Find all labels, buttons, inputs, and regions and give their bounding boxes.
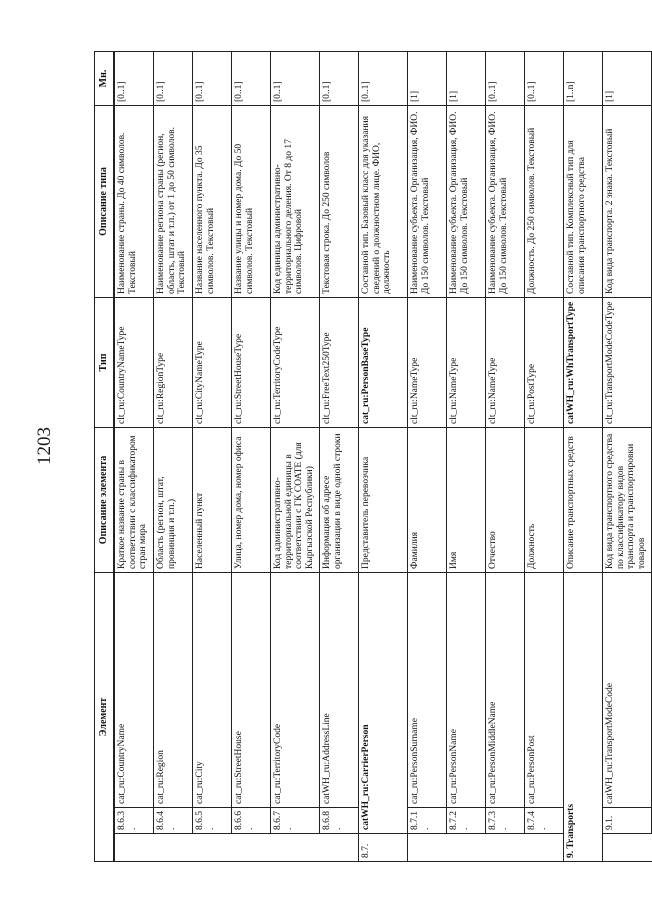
header-element: Элемент <box>95 572 115 861</box>
header-type: Тип <box>95 297 115 427</box>
table-row-section <box>564 51 603 861</box>
row-number: 8.7.1. <box>408 808 447 834</box>
row-number: 8.6.3. <box>114 808 154 834</box>
row-number: 9. <box>566 850 576 858</box>
page-number: 1203 <box>34 427 55 465</box>
row-type-description: Текстовая строка. До 250 символов <box>320 105 359 297</box>
row-type: clt_ru:PostType <box>525 297 564 427</box>
row-type: clt_ru:NameType <box>408 297 447 427</box>
row-type-description: Код единицы административно-территориального деления. От 8 до 17 символов. Цифровой <box>271 105 320 297</box>
row-number: 8.7.4. <box>525 808 564 834</box>
table-row <box>525 51 564 861</box>
row-multiplicity: [1..n] <box>564 51 603 105</box>
table-row <box>114 51 154 861</box>
table-header-row <box>95 51 115 861</box>
row-type-description: Должность. До 250 символов. Текстовый <box>525 105 564 297</box>
row-description: Фамилия <box>408 427 447 572</box>
row-type-description: Код вида транспорта. 2 знака. Текстовый <box>603 105 652 297</box>
row-description: Описание транспортных средств <box>564 427 603 572</box>
row-element: cat_ru:City <box>193 572 232 807</box>
row-number: 8.6.5. <box>193 808 232 834</box>
row-type-description: Составной тип. Комплексный тип для описания транспортного средства <box>564 105 603 297</box>
row-multiplicity: [0..1] <box>232 51 271 105</box>
row-element: cat_ru:StreetHouse <box>232 572 271 807</box>
row-type: clt_ru:CityNameType <box>193 297 232 427</box>
indent-cell <box>603 834 652 862</box>
row-multiplicity: [1] <box>447 51 486 105</box>
table-row <box>193 51 232 861</box>
row-description: Населенный пункт <box>193 427 232 572</box>
row-description: Область (регион, штат, провинция и т.п.) <box>154 427 193 572</box>
indent-cell <box>193 834 232 862</box>
schema-table <box>94 51 652 862</box>
row-multiplicity: [0..1] <box>154 51 193 105</box>
table-row <box>320 51 359 861</box>
row-type: clt_ru:TransportModeCodeType <box>603 297 652 427</box>
row-element: cat_ru:PersonName <box>447 572 486 807</box>
indent-cell <box>154 834 193 862</box>
row-element-name: Transports <box>566 803 576 849</box>
table-row <box>232 51 271 861</box>
table-row <box>271 51 320 861</box>
header-multiplicity: Мн. <box>95 51 115 105</box>
row-number: 8.7. <box>359 834 408 862</box>
row-type-description: Название улицы и номер дома. До 50 символов. Текстовый <box>232 105 271 297</box>
indent-cell <box>114 834 154 862</box>
row-type-description: Наименование субъекта. Организация, ФИО. До 150 символов. Текстовый <box>486 105 525 297</box>
row-type-description: Наименование субъекта. Организация, ФИО. До 150 символов. Текстовый <box>408 105 447 297</box>
row-description: Код вида транспортного средства по классификатору видов транспорта и транспортировки товаров <box>603 427 652 572</box>
row-number: 8.6.8. <box>320 808 359 834</box>
indent-cell <box>525 834 564 862</box>
row-type-description: Название населенного пункта. До 35 символов. Текстовый <box>193 105 232 297</box>
indent-cell <box>271 834 320 862</box>
table-row <box>447 51 486 861</box>
row-number: 8.7.2. <box>447 808 486 834</box>
row-element: catWH_ru:CarrierPerson <box>359 572 408 833</box>
table-row <box>408 51 447 861</box>
row-description: Должность <box>525 427 564 572</box>
row-multiplicity: [0..1] <box>271 51 320 105</box>
row-element: cat_ru:CountryName <box>114 572 154 807</box>
row-type: clt_ru:TerritoryCodeType <box>271 297 320 427</box>
indent-cell <box>447 834 486 862</box>
rotated-table-container <box>94 52 647 862</box>
row-type: cat_ru:PersonBaseType <box>359 297 408 427</box>
row-number: 8.7.3. <box>486 808 525 834</box>
row-element: cat_ru:Region <box>154 572 193 807</box>
row-multiplicity: [0..1] <box>486 51 525 105</box>
row-type-description: Наименование региона страны (регион, область, штат и т.п.) от 1 до 50 символов. Текстовый <box>154 105 193 297</box>
row-multiplicity: [0..1] <box>193 51 232 105</box>
row-type: clt_ru:CountryNameType <box>114 297 154 427</box>
row-element: catWH_ru:AddressLine <box>320 572 359 807</box>
row-number: 8.6.6. <box>232 808 271 834</box>
row-multiplicity: [1] <box>408 51 447 105</box>
row-multiplicity: [0..1] <box>525 51 564 105</box>
row-description: Краткое название страны в соответствии с классификатором стран мира <box>114 427 154 572</box>
row-type-description: Наименование страны. До 40 символов. Текстовый <box>114 105 154 297</box>
row-number: 9.1. <box>603 808 652 834</box>
row-number: 8.6.4. <box>154 808 193 834</box>
row-element <box>564 572 603 861</box>
row-description: Имя <box>447 427 486 572</box>
table-row <box>486 51 525 861</box>
row-description: Информация об адресе организации в виде одной строки <box>320 427 359 572</box>
indent-cell <box>320 834 359 862</box>
row-element: cat_ru:PersonMiddleName <box>486 572 525 807</box>
header-description: Описание элемента <box>95 427 115 572</box>
row-description: Представитель перевозчика <box>359 427 408 572</box>
row-element: catWH_ru:TransportModeCode <box>603 572 652 807</box>
indent-cell <box>232 834 271 862</box>
row-description: Улица, номер дома, номер офиса <box>232 427 271 572</box>
table-row <box>154 51 193 861</box>
header-type-description: Описание типа <box>95 105 115 297</box>
row-type: catWH_ru:WhTransportType <box>564 297 603 427</box>
table-row-section <box>359 51 408 861</box>
indent-cell <box>408 834 447 862</box>
row-multiplicity: [0..1] <box>359 51 408 105</box>
row-type: clt_ru:FreeText250Type <box>320 297 359 427</box>
row-type: clt_ru:NameType <box>486 297 525 427</box>
row-element: cat_ru:PersonPost <box>525 572 564 807</box>
indent-cell <box>486 834 525 862</box>
row-multiplicity: [0..1] <box>320 51 359 105</box>
row-number: 8.6.7. <box>271 808 320 834</box>
row-multiplicity: [0..1] <box>114 51 154 105</box>
row-description: Код административно-территориальной единицы в соответствии с ГК СОАТЕ (для Кыргызской Республики) <box>271 427 320 572</box>
row-type: clt_ru:StreetHouseType <box>232 297 271 427</box>
row-type: clt_ru:RegionType <box>154 297 193 427</box>
row-element: cat_ru:PersonSurname <box>408 572 447 807</box>
row-multiplicity: [1] <box>603 51 652 105</box>
row-type-description: Наименование субъекта. Организация, ФИО. До 150 символов. Текстовый <box>447 105 486 297</box>
row-description: Отчество <box>486 427 525 572</box>
row-element: cat_ru:TerritoryCode <box>271 572 320 807</box>
table-row <box>603 51 652 861</box>
row-type: clt_ru:NameType <box>447 297 486 427</box>
row-type-description: Составной тип. Базовый класс для указания сведений о должностном лице. ФИО, должность <box>359 105 408 297</box>
